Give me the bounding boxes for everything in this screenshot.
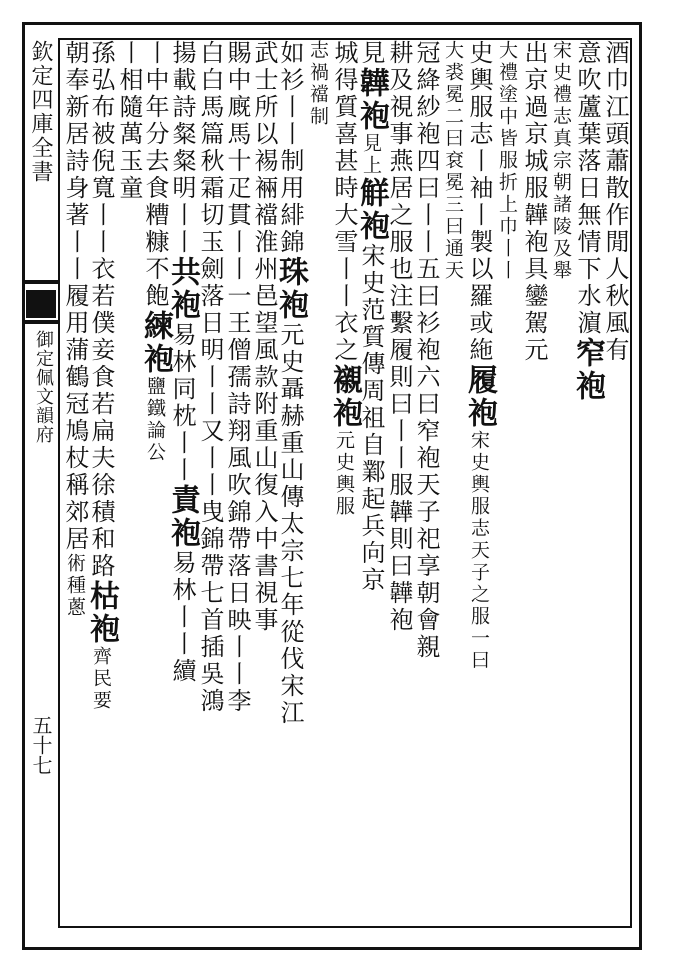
text-column (304, 40, 331, 926)
annotation-text: 志禍襠制 (307, 40, 329, 128)
headword: 窄袍 (570, 337, 605, 403)
headword: 枯袍 (84, 580, 119, 646)
headword: 韡袍 (354, 67, 389, 133)
annotation-text: 見上 (360, 133, 382, 177)
body-text: 淮州邑望風款附重山復入中書視事 (250, 229, 278, 634)
annotation-text: 術種蔥 (64, 553, 86, 619)
body-text: 城得質喜甚時大雪丨丨衣之 (330, 40, 358, 364)
headword: 共袍 (165, 256, 200, 322)
text-column (138, 40, 173, 926)
fish-tail-mark-bottom (22, 320, 58, 324)
body-text: 易林同枕丨丨 (168, 322, 196, 484)
headword: 觧袍 (354, 177, 389, 243)
body-text: 元史聶赫重山傳太宗七年從伐宋江 (276, 322, 304, 727)
fish-tail-mark-top (22, 280, 58, 284)
body-text: 賜中廐馬十疋貫丨丨一王僧孺詩翔風吹錦帶落日映丨丨李 (223, 40, 251, 715)
body-text: 酒巾江頭蕭散作閒人秋風有 (601, 40, 629, 364)
body-text: 耕及視事燕居之服也注繫履則曰丨丨服韡則曰韡袍 (385, 40, 413, 634)
body-text: 丨中年分去 (141, 40, 169, 175)
body-text: 朝奉新居詩身著丨丨履用蒲鶴冠鳩杖稱郊居 (61, 40, 89, 553)
headword: 珠袍 (273, 256, 308, 322)
body-text: 意吹蘆葉落日無情下水濵 (573, 40, 601, 337)
body-text: 史輿服志丨袖丨製以羅或絁 (465, 40, 493, 364)
text-column (196, 40, 223, 926)
text-column (250, 40, 277, 926)
text-column (354, 40, 389, 926)
text-column (385, 40, 412, 926)
headword: 責袍 (165, 484, 200, 550)
annotation-text: 大禮塗中皆服折上巾丨丨 (496, 40, 518, 282)
annotation-text: 元史輿服 (333, 430, 355, 518)
body-text: 如衫丨丨制用緋錦 (276, 40, 304, 256)
text-column (165, 40, 200, 926)
margin-black-band (26, 290, 56, 318)
text-column (520, 40, 547, 926)
body-text: 易林丨丨續 (168, 550, 196, 685)
body-text: 孫弘布被倪寬丨丨衣若僕妾食若扁夫徐積和路 (87, 40, 115, 580)
text-column (439, 40, 466, 926)
body-text: 揚載詩粲粲明丨丨 (168, 40, 196, 256)
annotation-text: 宋史禮志真宗朝諸陵及舉 (550, 40, 572, 282)
text-column (223, 40, 250, 926)
body-text: 冠絳紗袍四曰丨丨五曰衫袍六曰窄袍天子祀享朝會親 (412, 40, 440, 661)
text-column (412, 40, 439, 926)
body-text: 食糟糠不飽 (141, 175, 169, 310)
headword: 襯袍 (327, 364, 362, 430)
text-column (601, 40, 628, 926)
annotation-text: 鹽鐵論公 (144, 376, 166, 464)
body-text: 見 (357, 40, 385, 67)
headword: 履袍 (462, 364, 497, 430)
text-column (84, 40, 119, 926)
text-column (462, 40, 497, 926)
text-column (273, 40, 308, 926)
body-text: 宋史范質傳周祖自鄴起兵向京 (357, 243, 385, 594)
margin-book-title: 欽定四庫全書 (28, 40, 53, 184)
annotation-text: 齊民要 (90, 646, 112, 712)
text-column (115, 40, 142, 926)
headword: 練袍 (138, 310, 173, 376)
body-text: 白白馬篇秋霜切玉劍落日明丨丨又丨丨曳錦帶七首插吳鴻 (196, 40, 224, 715)
text-column (493, 40, 520, 926)
text-column (327, 40, 362, 926)
folio-number: 五十七 (29, 715, 53, 775)
text-column (61, 40, 88, 926)
text-column (547, 40, 574, 926)
text-column (570, 40, 605, 926)
body-text: 出京過京城服韡袍具鑾駕元 (520, 40, 548, 364)
annotation-text: 大裘冕二曰袞冕三曰通天 (442, 40, 464, 282)
annotation-text: 宋史輿服志天子之服一曰 (468, 430, 490, 672)
margin-book-subtitle: 御定佩文韻府 (33, 330, 54, 444)
body-text: 武士所以裼裲襠 (250, 40, 278, 229)
body-text: 丨相隨萬玉童 (115, 40, 143, 202)
